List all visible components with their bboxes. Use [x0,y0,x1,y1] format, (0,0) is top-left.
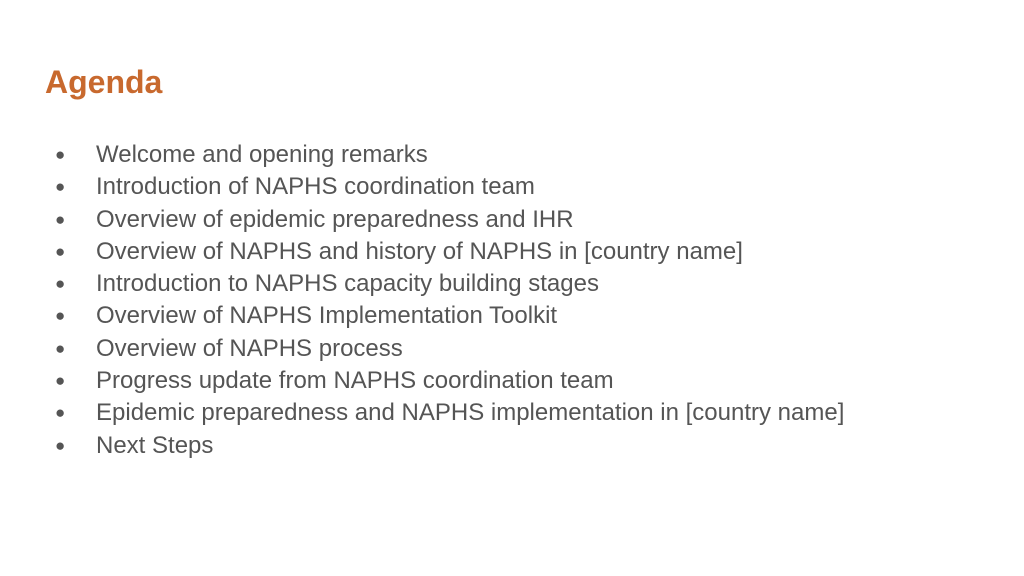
list-item-text: Epidemic preparedness and NAPHS implementation in [country name] [96,399,845,427]
page-title: Agenda [45,64,163,100]
list-item-text: Next Steps [96,431,214,459]
bullet-icon: ● [55,209,66,229]
bullet-icon: ● [55,241,66,261]
bullet-icon: ● [55,338,66,358]
bullet-icon: ● [55,274,66,294]
list-item-text: Overview of NAPHS process [96,334,403,362]
bullet-icon: ● [55,306,66,326]
list-item-text: Progress update from NAPHS coordination team [96,367,614,395]
list-item-text: Overview of NAPHS Implementation Toolkit [96,302,558,330]
bullet-icon: ● [55,435,66,455]
bullet-icon: ● [55,403,66,423]
bullet-icon: ● [55,371,66,391]
list-item-text: Overview of epidemic preparedness and IHR [96,205,574,233]
bullet-icon: ● [55,145,66,164]
list-item-text: Welcome and opening remarks [96,141,428,168]
list-item-text: Introduction of NAPHS coordination team [96,173,535,201]
list-item-text: Introduction to NAPHS capacity building stages [96,270,599,298]
bullet-icon: ● [55,177,66,197]
list-item-text: Overview of NAPHS and history of NAPHS in [country name] [96,237,743,265]
